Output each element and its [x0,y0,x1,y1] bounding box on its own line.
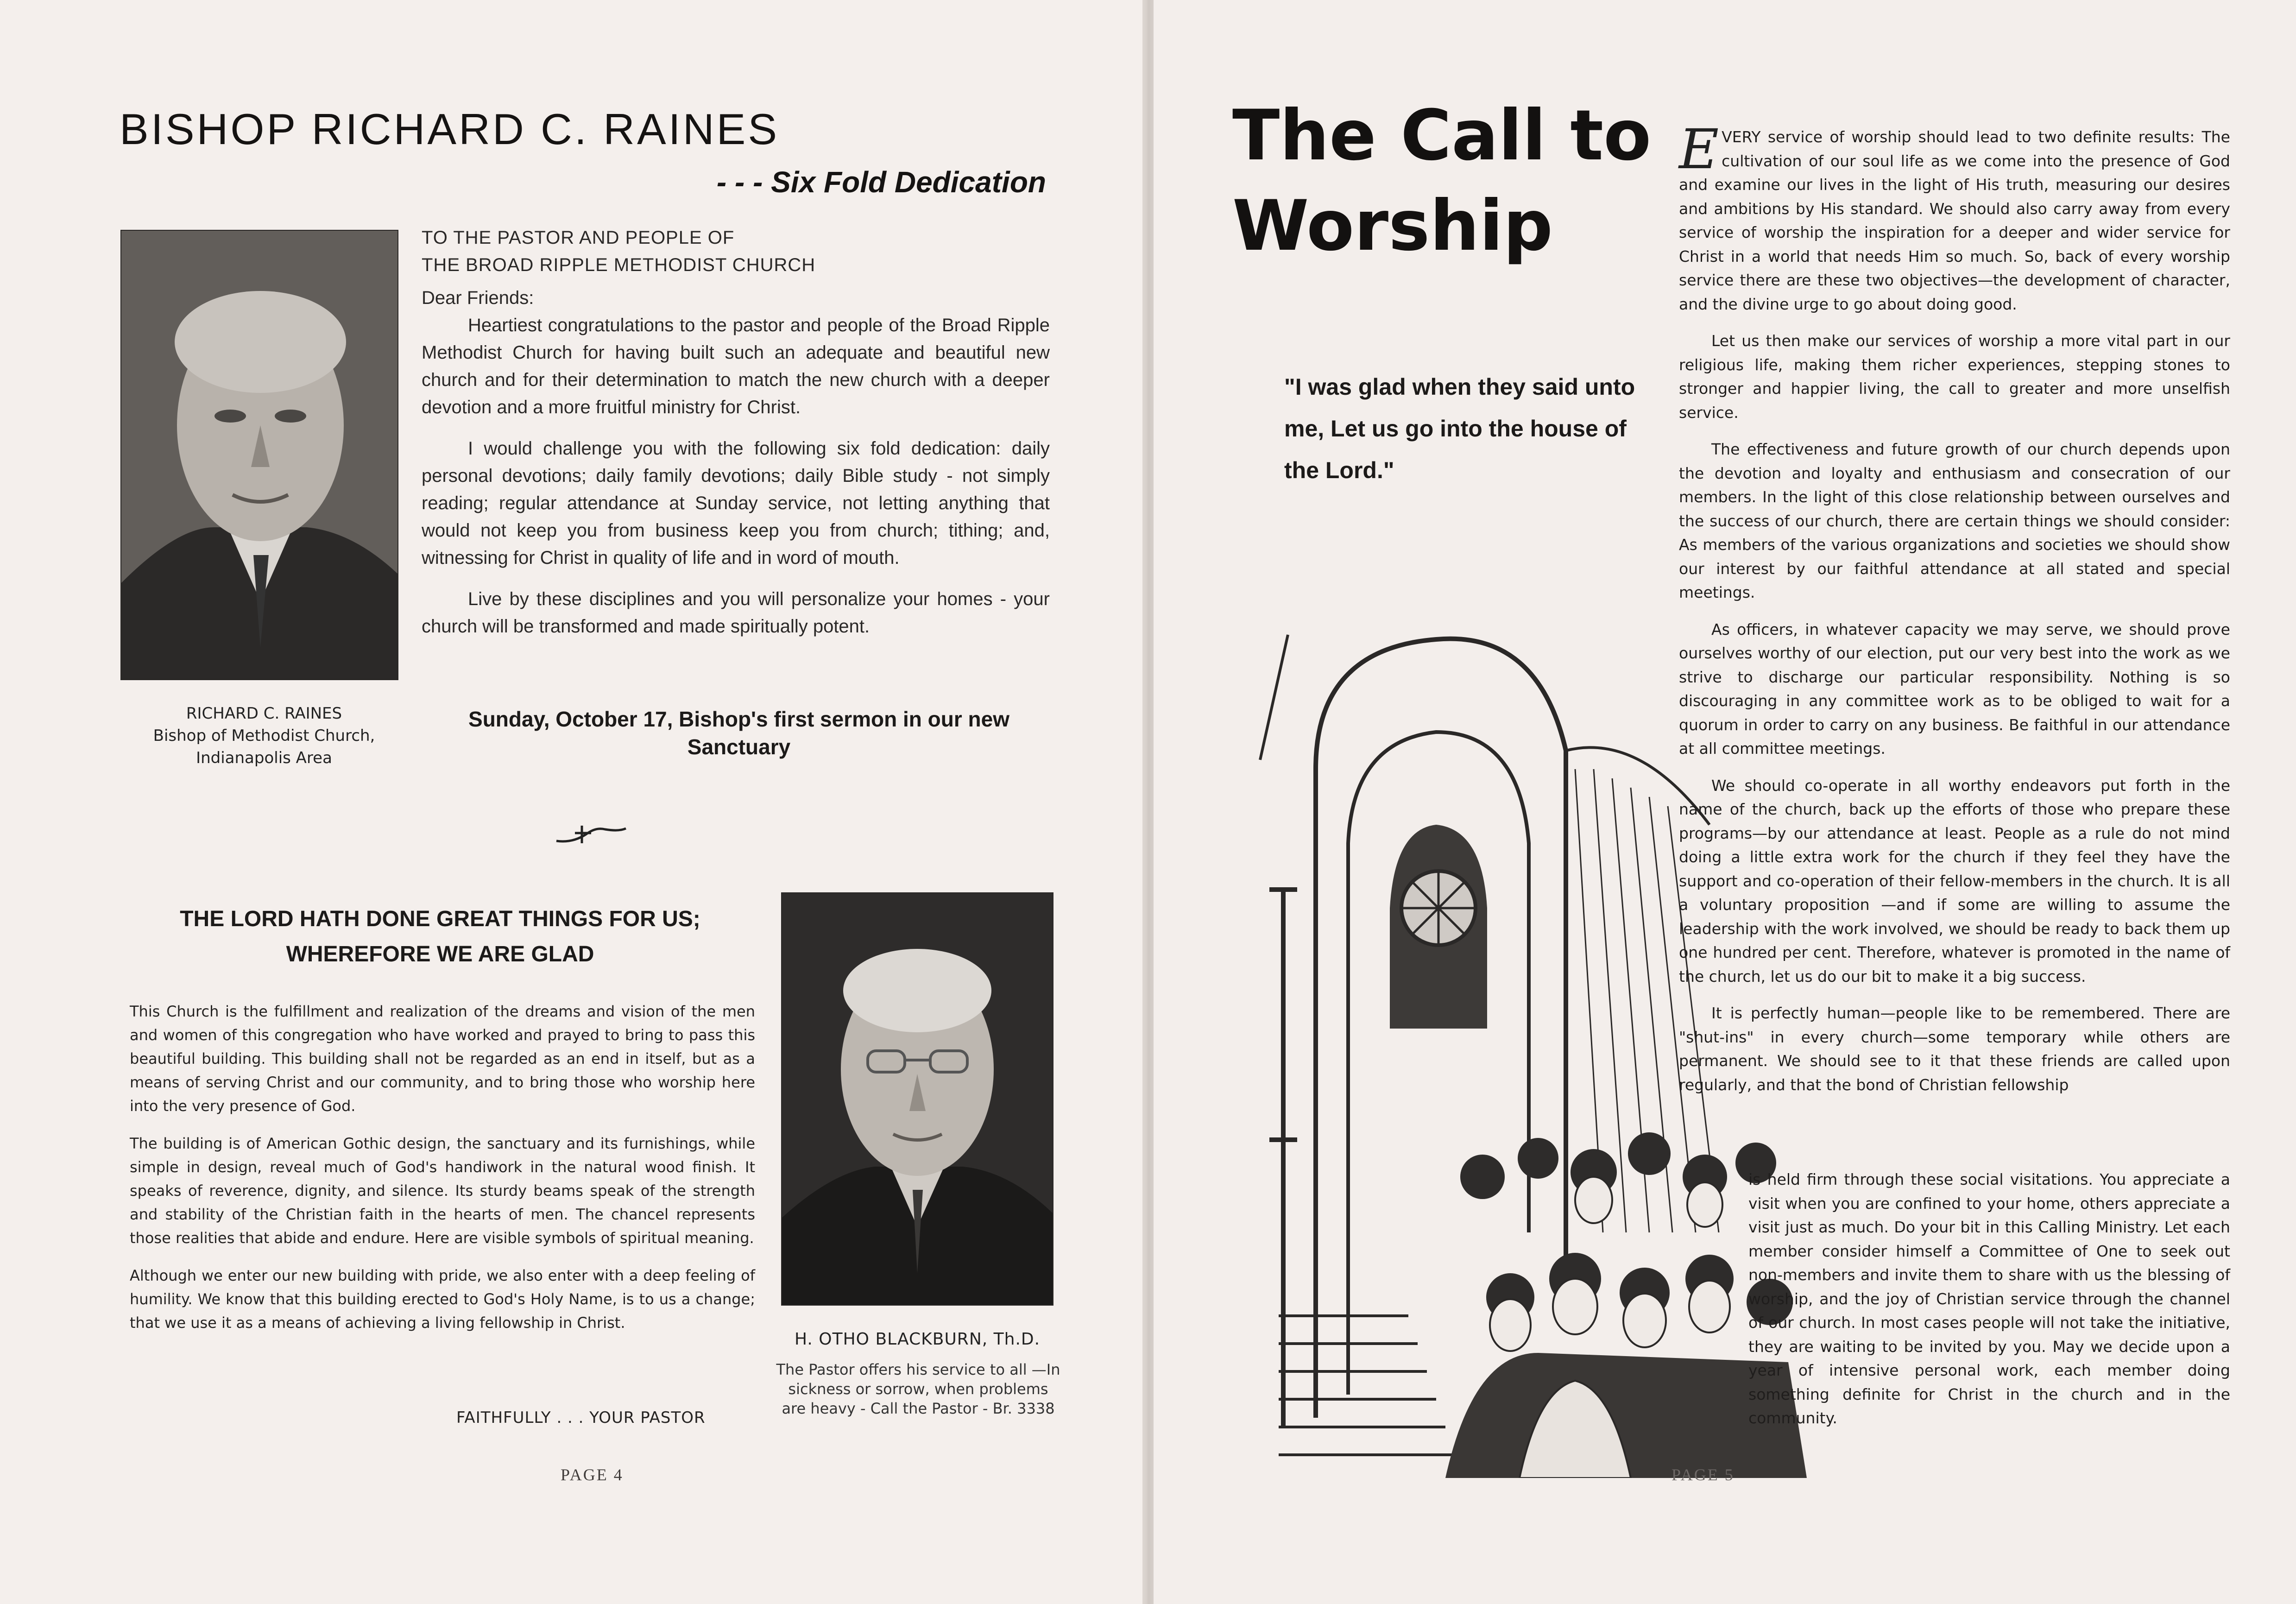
bishop-caption [107,702,422,769]
scripture-quote: "I was glad when they said unto me, Let us go into the house of the Lord." [1284,374,1635,483]
body-paragraph: This Church is the fulfillment and realization of the dreams and vision of the men and women of this congregation who have worked and prayed to bring to pass this beautiful building. This building shall not be regarded as an end in itself, but as a means of serving Christ and our community, and to bring those who worship here into the very presence of God. [130,1003,755,1115]
heading-line: THE LORD HATH DONE GREAT THINGS FOR US; [180,907,700,931]
section-heading [130,902,751,972]
pastor-signoff: FAITHFULLY . . . YOUR PASTOR [456,1408,706,1427]
letter-address-line: TO THE PASTOR AND PEOPLE OF [422,227,735,248]
letter-salutation: Dear Friends: [422,288,534,308]
letter-paragraph: I would challenge you with the following six fold dedication: daily personal devotions; daily family devotions; daily Bible study - not simply reading; regular attendance at Sunday service, not letting anything that would not keep you from business keep you from church; tithing; and, witnessing for Christ in quality of life and in word of mouth. [422,438,1050,568]
page-right [1154,0,2296,1604]
caption-line: RICHARD C. RAINES [186,704,342,723]
title-line: Worship [1232,186,1553,266]
article-paragraph: Let us then make our services of worship a more vital part in our religious life, making them richer experiences, stepping stones to stronger and happier living, the call to greater and more unselfish service. [1679,332,2230,422]
section-body [130,1000,755,1349]
article-paragraph: The effectiveness and future growth of our church depends upon the devotion and loyalty and enthusiasm and consecration of our members. In the light of this close relationship between ourselves and the success of our church, there are certain things we should consider: As members of the various organizations and societies we should show our interest by our faithful attendance at all stated and special meetings. [1679,440,2230,601]
pastor-portrait-photo [782,893,1053,1305]
bishop-letter [422,224,1050,640]
article-paragraph-continued: is held firm through these social visitations. You appreciate a visit when you are confined to your home, others appreciate a visit just as much. Do your bit in this Calling Ministry. Let each member consider himself a Committee of One to seek out non-members and invite them to share with us the blessing of worship, and the joy of Christian service through the channel of our church. In most cases people will not take the initiative, they are waiting to be invited by you. May we decide upon a year of intensive personal work, each member doing something definite for Christ in the church and in the community. [1748,1170,2230,1427]
letter-paragraph: Live by these disciplines and you will personalize your homes - your church will be transformed and made spiritually potent. [422,589,1050,637]
caption-line: Bishop of Methodist Church, [153,726,375,745]
body-paragraph: The building is of American Gothic design, the sanctuary and its furnishings, while simple in design, reveal much of God's handiwork in the natural wood finish. It speaks of reverence, dignity, and silence. Its sturdy beams speak of the strength and stability of the Christian faith in the hearts of men. The chancel represents those realities that abide and endure. Here are visible symbols of spiritual meaning. [130,1135,755,1247]
heading-line: WHEREFORE WE ARE GLAD [286,942,594,966]
pastor-note: The Pastor offers his service to all —In sickness or sorrow, when problems are heavy - Call the Pastor - Br. 3338 [776,1361,1060,1417]
bishop-portrait-photo [121,231,397,679]
page-title [1232,91,1651,272]
caption-line: Indianapolis Area [196,749,332,767]
pastor-name: H. OTHO BLACKBURN, Th.D. [794,1330,1041,1349]
worship-article [1679,117,2230,1110]
letter-paragraph: Heartiest congratulations to the pastor and people of the Broad Ripple Methodist Church for having built such an adequate and beautiful new church and for their determination to match the new church with a deeper devotion and a more fruitful ministry for Christ. [422,315,1050,417]
article-paragraph: As officers, in whatever capacity we may serve, we should prove ourselves worthy of our election, put our very best into the work as we strive to discharge our particular responsibility. Nothing is so discouraging in any committee work as to be obliged to wait for a quorum in order to carry on any business. Be faithful in our attendance at all committee meetings. [1679,620,2230,758]
article-paragraph: It is perfectly human—people like to be remembered. There are "shut-ins" in every church—some temporary while others are permanent. We should see to it that these friends are called upon regularly, and that the bond of Christian fellowship [1679,1004,2230,1094]
page-left [0,0,1142,1604]
decorative-flourish-icon [554,820,628,848]
sermon-announcement: Sunday, October 17, Bishop's first sermon in our new Sanctuary [468,707,1009,759]
title-line: The Call to [1232,95,1652,176]
page-number: PAGE 4 [561,1465,624,1484]
page-number: PAGE 5 [1672,1465,1735,1484]
drop-cap: E [1679,117,1719,181]
article-paragraph-text: VERY service of worship should lead to two definite results: The cultivation of our soul life as we come into the presence of God and examine our lives in the light of His truth, measuring our desires and ambitions by His standard. We should also carry away from every service of worship the inspiration for a deeper and wider service for Christ in a world that needs Him so much. So, back of every worship service there are these two objectives—the development of character, and the divine urge to go about doing good. [1679,128,2230,313]
article-paragraph: We should co-operate in all worthy endeavors put forth in the name of the church, back up the efforts of those who prepare these programs—by our attendance at least. People as a rule do not mind doing a little extra work for the church if they feel they have the support and co-operation of their fellow-members in the church. It is all a voluntary proposition —and if some are willing to assume the leadership with the work involved, we should be ready to back them up one hundred per cent. Therefore, whatever is promoted in the name of the church, let us do our bit to make it a big success. [1679,776,2230,985]
page-title: BISHOP RICHARD C. RAINES [120,105,780,153]
page-subtitle: - - - Six Fold Dedication [716,165,1046,199]
article-paragraph [1679,117,2230,316]
letter-address-line: THE BROAD RIPPLE METHODIST CHURCH [422,255,816,275]
body-paragraph: Although we enter our new building with pride, we also enter with a deep feeling of humility. We know that this building erected to God's Holy Name, is to us a change; that we use it as a means of achieving a living fellowship in Christ. [130,1267,755,1332]
